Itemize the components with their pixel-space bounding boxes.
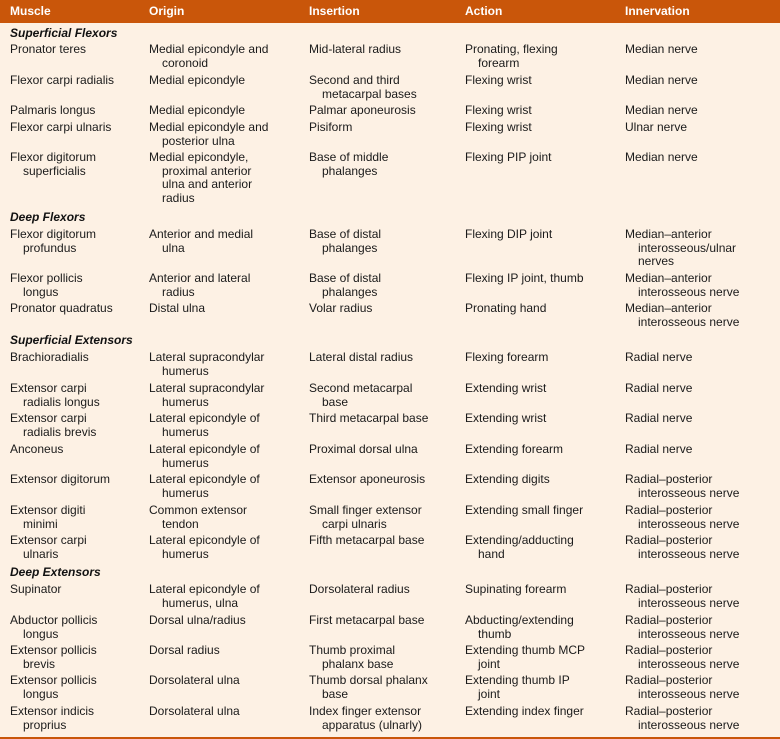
cell-line: Medial epicondyle,: [149, 150, 249, 164]
cell-line: phalanges: [322, 163, 378, 178]
cell-line: interosseous nerve: [638, 546, 740, 561]
cell-origin: [149, 272, 250, 299]
cell-line: Radial nerve: [625, 411, 693, 425]
cell-origin: [149, 583, 260, 610]
cell-action: [465, 228, 552, 242]
cell-action: [465, 351, 548, 365]
cell-line: nerves: [638, 254, 675, 268]
cell-muscle: [10, 302, 113, 316]
cell-line: Radial–posterior: [625, 643, 713, 657]
cell-line: Flexing wrist: [465, 120, 532, 134]
cell-line: coronoid: [162, 55, 209, 70]
cell-insertion: [309, 104, 416, 118]
cell-line: humerus: [162, 363, 209, 378]
cell-line: Abducting/extending: [465, 613, 574, 627]
cell-muscle: [10, 272, 83, 299]
cell-action: [465, 644, 585, 671]
cell-line: Extending wrist: [465, 381, 547, 395]
cell-line: Lateral epicondyle of: [149, 472, 260, 486]
cell-action: [465, 272, 584, 286]
cell-insertion: [309, 614, 424, 628]
cell-line: proprius: [23, 717, 67, 732]
cell-line: interosseous nerve: [638, 626, 740, 641]
cell-line: Radial–posterior: [625, 533, 713, 547]
section-title: Deep Extensors: [10, 565, 101, 579]
cell-line: Pronator teres: [10, 42, 87, 56]
cell-line: tendon: [162, 516, 199, 531]
cell-insertion: [309, 151, 388, 178]
cell-line: Flexor digitorum: [10, 227, 97, 241]
cell-line: base: [322, 686, 349, 701]
cell-line: Median nerve: [625, 42, 698, 56]
cell-action: [465, 534, 574, 561]
cell-line: Base of middle: [309, 150, 389, 164]
cell-innervation: [625, 504, 739, 531]
cell-action: [465, 412, 546, 426]
cell-line: longus: [23, 626, 59, 641]
cell-line: Lateral epicondyle of: [149, 411, 260, 425]
cell-origin: [149, 412, 260, 439]
cell-line: Common extensor: [149, 503, 248, 517]
cell-line: Distal ulna: [149, 301, 206, 315]
cell-line: Radial–posterior: [625, 503, 713, 517]
cell-line: Thumb dorsal phalanx: [309, 673, 428, 687]
cell-line: humerus: [162, 424, 209, 439]
cell-line: Base of distal: [309, 271, 382, 285]
cell-line: metacarpal bases: [322, 86, 417, 101]
cell-action: [465, 674, 570, 701]
cell-line: Extending thumb MCP: [465, 643, 586, 657]
cell-line: Dorsal radius: [149, 643, 220, 657]
cell-line: Flexing wrist: [465, 103, 532, 117]
cell-line: Extensor carpi: [10, 411, 87, 425]
cell-action: [465, 43, 558, 70]
cell-line: apparatus (ulnarly): [322, 717, 423, 732]
cell-innervation: [625, 43, 698, 57]
cell-line: humerus: [162, 546, 209, 561]
cell-action: [465, 473, 550, 487]
cell-origin: [149, 382, 264, 409]
cell-innervation: [625, 104, 698, 118]
cell-line: Extensor indicis: [10, 704, 95, 718]
cell-line: Flexor carpi radialis: [10, 73, 115, 87]
cell-line: posterior ulna: [162, 133, 235, 148]
cell-line: hand: [478, 546, 505, 561]
cell-line: Base of distal: [309, 227, 382, 241]
cell-action: [465, 583, 566, 597]
cell-innervation: [625, 272, 739, 299]
cell-origin: [149, 504, 247, 531]
cell-action: [465, 104, 532, 118]
cell-origin: [149, 473, 260, 500]
cell-muscle: [10, 705, 94, 732]
cell-insertion: [309, 302, 372, 316]
cell-line: Dorsolateral radius: [309, 582, 410, 596]
cell-innervation: [625, 473, 739, 500]
header-innervation: Innervation: [625, 4, 690, 18]
cell-innervation: [625, 674, 739, 701]
cell-line: Median nerve: [625, 150, 698, 164]
section-title: Superficial Extensors: [10, 333, 133, 347]
cell-insertion: [309, 583, 410, 597]
cell-line: Supinating forearm: [465, 582, 567, 596]
cell-line: Radial–posterior: [625, 673, 713, 687]
cell-line: Medial epicondyle: [149, 73, 246, 87]
cell-line: ulna and anterior: [162, 177, 253, 191]
cell-line: radialis longus: [23, 394, 100, 409]
cell-line: Second metacarpal: [309, 381, 413, 395]
cell-origin: [149, 705, 240, 719]
cell-line: thumb: [478, 626, 512, 641]
cell-insertion: [309, 74, 417, 101]
cell-innervation: [625, 644, 739, 671]
section-title: Deep Flexors: [10, 210, 86, 224]
cell-line: Radial–posterior: [625, 704, 713, 718]
cell-insertion: [309, 443, 418, 457]
cell-insertion: [309, 121, 352, 135]
header-muscle: Muscle: [10, 4, 51, 18]
cell-line: radialis brevis: [23, 424, 97, 439]
cell-line: Extensor pollicis: [10, 643, 97, 657]
cell-muscle: [10, 121, 111, 135]
cell-origin: [149, 43, 268, 70]
cell-insertion: [309, 382, 412, 409]
cell-action: [465, 121, 532, 135]
cell-line: forearm: [478, 55, 520, 70]
cell-line: interosseous nerve: [638, 686, 740, 701]
cell-origin: [149, 644, 220, 658]
cell-line: joint: [478, 656, 501, 671]
cell-insertion: [309, 412, 428, 426]
cell-line: Extending small finger: [465, 503, 584, 517]
header-action: Action: [465, 4, 503, 18]
cell-innervation: [625, 614, 739, 641]
cell-insertion: [309, 674, 428, 701]
cell-line: Lateral supracondylar: [149, 350, 265, 364]
cell-line: Radial–posterior: [625, 613, 713, 627]
cell-action: [465, 74, 532, 88]
cell-origin: [149, 104, 245, 118]
cell-line: Ulnar nerve: [625, 120, 688, 134]
cell-line: Pronator quadratus: [10, 301, 113, 315]
cell-line: Medial epicondyle and: [149, 42, 269, 56]
cell-line: Lateral epicondyle of: [149, 442, 260, 456]
cell-line: Palmar aponeurosis: [309, 103, 416, 117]
cell-line: minimi: [23, 516, 58, 531]
cell-line: Flexing DIP joint: [465, 227, 553, 241]
cell-innervation: [625, 302, 739, 329]
cell-line: Extensor carpi: [10, 381, 87, 395]
cell-line: Index finger extensor: [309, 704, 422, 718]
cell-muscle: [10, 412, 96, 439]
cell-insertion: [309, 644, 395, 671]
cell-action: [465, 504, 583, 518]
cell-line: interosseous nerve: [638, 485, 740, 500]
header-origin: Origin: [149, 4, 185, 18]
cell-innervation: [625, 151, 698, 165]
cell-line: interosseous nerve: [638, 717, 740, 732]
cell-line: Flexor pollicis: [10, 271, 83, 285]
cell-muscle: [10, 228, 96, 255]
cell-line: Small finger extensor: [309, 503, 422, 517]
cell-line: humerus: [162, 455, 209, 470]
cell-line: Lateral supracondylar: [149, 381, 265, 395]
cell-insertion: [309, 534, 424, 548]
cell-origin: [149, 351, 264, 378]
cell-line: ulna: [162, 240, 185, 255]
cell-muscle: [10, 351, 89, 365]
cell-line: interosseous nerve: [638, 284, 740, 299]
cell-line: proximal anterior: [162, 163, 252, 178]
cell-muscle: [10, 534, 87, 561]
cell-innervation: [625, 534, 739, 561]
cell-line: Radial nerve: [625, 381, 693, 395]
cell-line: Anterior and lateral: [149, 271, 251, 285]
cell-line: Median–anterior: [625, 227, 712, 241]
cell-line: Supinator: [10, 582, 62, 596]
cell-line: humerus, ulna: [162, 595, 239, 610]
cell-line: Extending index finger: [465, 704, 584, 718]
cell-line: superficialis: [23, 163, 86, 178]
cell-line: Medial epicondyle: [149, 103, 246, 117]
cell-line: Radial–posterior: [625, 472, 713, 486]
cell-muscle: [10, 583, 61, 597]
cell-line: carpi ulnaris: [322, 516, 387, 531]
cell-origin: [149, 302, 205, 316]
cell-line: Flexing forearm: [465, 350, 549, 364]
cell-line: Extensor aponeurosis: [309, 472, 426, 486]
cell-line: Palmaris longus: [10, 103, 96, 117]
cell-line: Pronating hand: [465, 301, 547, 315]
cell-line: phalanges: [322, 284, 378, 299]
cell-line: Flexing PIP joint: [465, 150, 552, 164]
cell-innervation: [625, 443, 692, 457]
cell-line: Dorsal ulna/radius: [149, 613, 246, 627]
cell-innervation: [625, 412, 692, 426]
cell-line: interosseous nerve: [638, 656, 740, 671]
cell-origin: [149, 614, 246, 628]
cell-origin: [149, 74, 245, 88]
cell-origin: [149, 151, 252, 205]
cell-origin: [149, 228, 253, 255]
cell-line: Third metacarpal base: [309, 411, 429, 425]
cell-line: Second and third: [309, 73, 400, 87]
cell-muscle: [10, 443, 63, 457]
cell-line: Dorsolateral ulna: [149, 704, 240, 718]
cell-line: Radial nerve: [625, 442, 693, 456]
cell-line: Mid-lateral radius: [309, 42, 402, 56]
cell-muscle: [10, 382, 100, 409]
cell-action: [465, 443, 563, 457]
cell-line: Extending/adducting: [465, 533, 574, 547]
cell-insertion: [309, 272, 381, 299]
cell-muscle: [10, 74, 114, 88]
cell-insertion: [309, 351, 413, 365]
cell-action: [465, 705, 584, 719]
cell-line: Extending digits: [465, 472, 550, 486]
cell-line: Volar radius: [309, 301, 373, 315]
cell-line: Medial epicondyle and: [149, 120, 269, 134]
cell-line: phalanges: [322, 240, 378, 255]
header-insertion: Insertion: [309, 4, 360, 18]
cell-line: Brachioradialis: [10, 350, 89, 364]
cell-line: Extending forearm: [465, 442, 564, 456]
cell-line: Fifth metacarpal base: [309, 533, 425, 547]
cell-muscle: [10, 504, 85, 531]
section-title: Superficial Flexors: [10, 26, 118, 40]
cell-innervation: [625, 382, 692, 396]
cell-line: base: [322, 394, 349, 409]
cell-line: interosseous/ulnar: [638, 240, 737, 255]
cell-line: humerus: [162, 394, 209, 409]
cell-muscle: [10, 674, 97, 701]
cell-line: Extensor digitorum: [10, 472, 111, 486]
cell-line: humerus: [162, 485, 209, 500]
cell-action: [465, 614, 574, 641]
cell-action: [465, 302, 546, 316]
cell-line: Radial nerve: [625, 350, 693, 364]
cell-line: longus: [23, 284, 59, 299]
cell-line: Lateral epicondyle of: [149, 582, 260, 596]
cell-line: Pisiform: [309, 120, 353, 134]
table-header: [0, 0, 780, 23]
cell-innervation: [625, 351, 692, 365]
cell-line: Median–anterior: [625, 301, 712, 315]
cell-action: [465, 382, 546, 396]
cell-muscle: [10, 644, 97, 671]
cell-line: brevis: [23, 656, 56, 671]
cell-insertion: [309, 504, 422, 531]
cell-insertion: [309, 228, 381, 255]
cell-line: Flexor digitorum: [10, 150, 97, 164]
cell-line: Extensor pollicis: [10, 673, 97, 687]
cell-line: Extending wrist: [465, 411, 547, 425]
cell-line: radius: [162, 284, 195, 299]
cell-line: Abductor pollicis: [10, 613, 98, 627]
cell-origin: [149, 121, 268, 148]
cell-innervation: [625, 121, 687, 135]
cell-line: Flexing wrist: [465, 73, 532, 87]
cell-line: ulnaris: [23, 546, 59, 561]
cell-innervation: [625, 228, 736, 269]
cell-line: Lateral epicondyle of: [149, 533, 260, 547]
cell-action: [465, 151, 552, 165]
cell-line: Flexor carpi ulnaris: [10, 120, 112, 134]
cell-line: Thumb proximal: [309, 643, 396, 657]
cell-line: profundus: [23, 240, 77, 255]
cell-line: interosseous nerve: [638, 516, 740, 531]
cell-innervation: [625, 74, 698, 88]
cell-line: interosseous nerve: [638, 314, 740, 329]
cell-line: Pronating, flexing: [465, 42, 558, 56]
cell-line: Extensor carpi: [10, 533, 87, 547]
cell-origin: [149, 443, 260, 470]
cell-line: Radial–posterior: [625, 582, 713, 596]
cell-line: Flexing IP joint, thumb: [465, 271, 584, 285]
cell-line: Lateral distal radius: [309, 350, 414, 364]
cell-origin: [149, 674, 240, 688]
cell-line: longus: [23, 686, 59, 701]
cell-line: Dorsolateral ulna: [149, 673, 240, 687]
cell-line: Anconeus: [10, 442, 64, 456]
cell-muscle: [10, 614, 97, 641]
cell-line: interosseous nerve: [638, 595, 740, 610]
cell-innervation: [625, 583, 739, 610]
cell-line: Anterior and medial: [149, 227, 254, 241]
cell-line: Median nerve: [625, 103, 698, 117]
cell-line: phalanx base: [322, 656, 394, 671]
cell-line: Extensor digiti: [10, 503, 86, 517]
cell-muscle: [10, 104, 95, 118]
cell-line: Median nerve: [625, 73, 698, 87]
cell-insertion: [309, 473, 425, 487]
cell-innervation: [625, 705, 739, 732]
cell-muscle: [10, 43, 86, 57]
cell-insertion: [309, 705, 422, 732]
cell-line: radius: [162, 190, 195, 205]
cell-line: Median–anterior: [625, 271, 712, 285]
cell-muscle: [10, 151, 96, 178]
cell-muscle: [10, 473, 110, 487]
cell-insertion: [309, 43, 401, 57]
cell-line: Proximal dorsal ulna: [309, 442, 418, 456]
cell-line: First metacarpal base: [309, 613, 425, 627]
cell-line: joint: [478, 686, 501, 701]
cell-origin: [149, 534, 260, 561]
cell-line: Extending thumb IP: [465, 673, 570, 687]
